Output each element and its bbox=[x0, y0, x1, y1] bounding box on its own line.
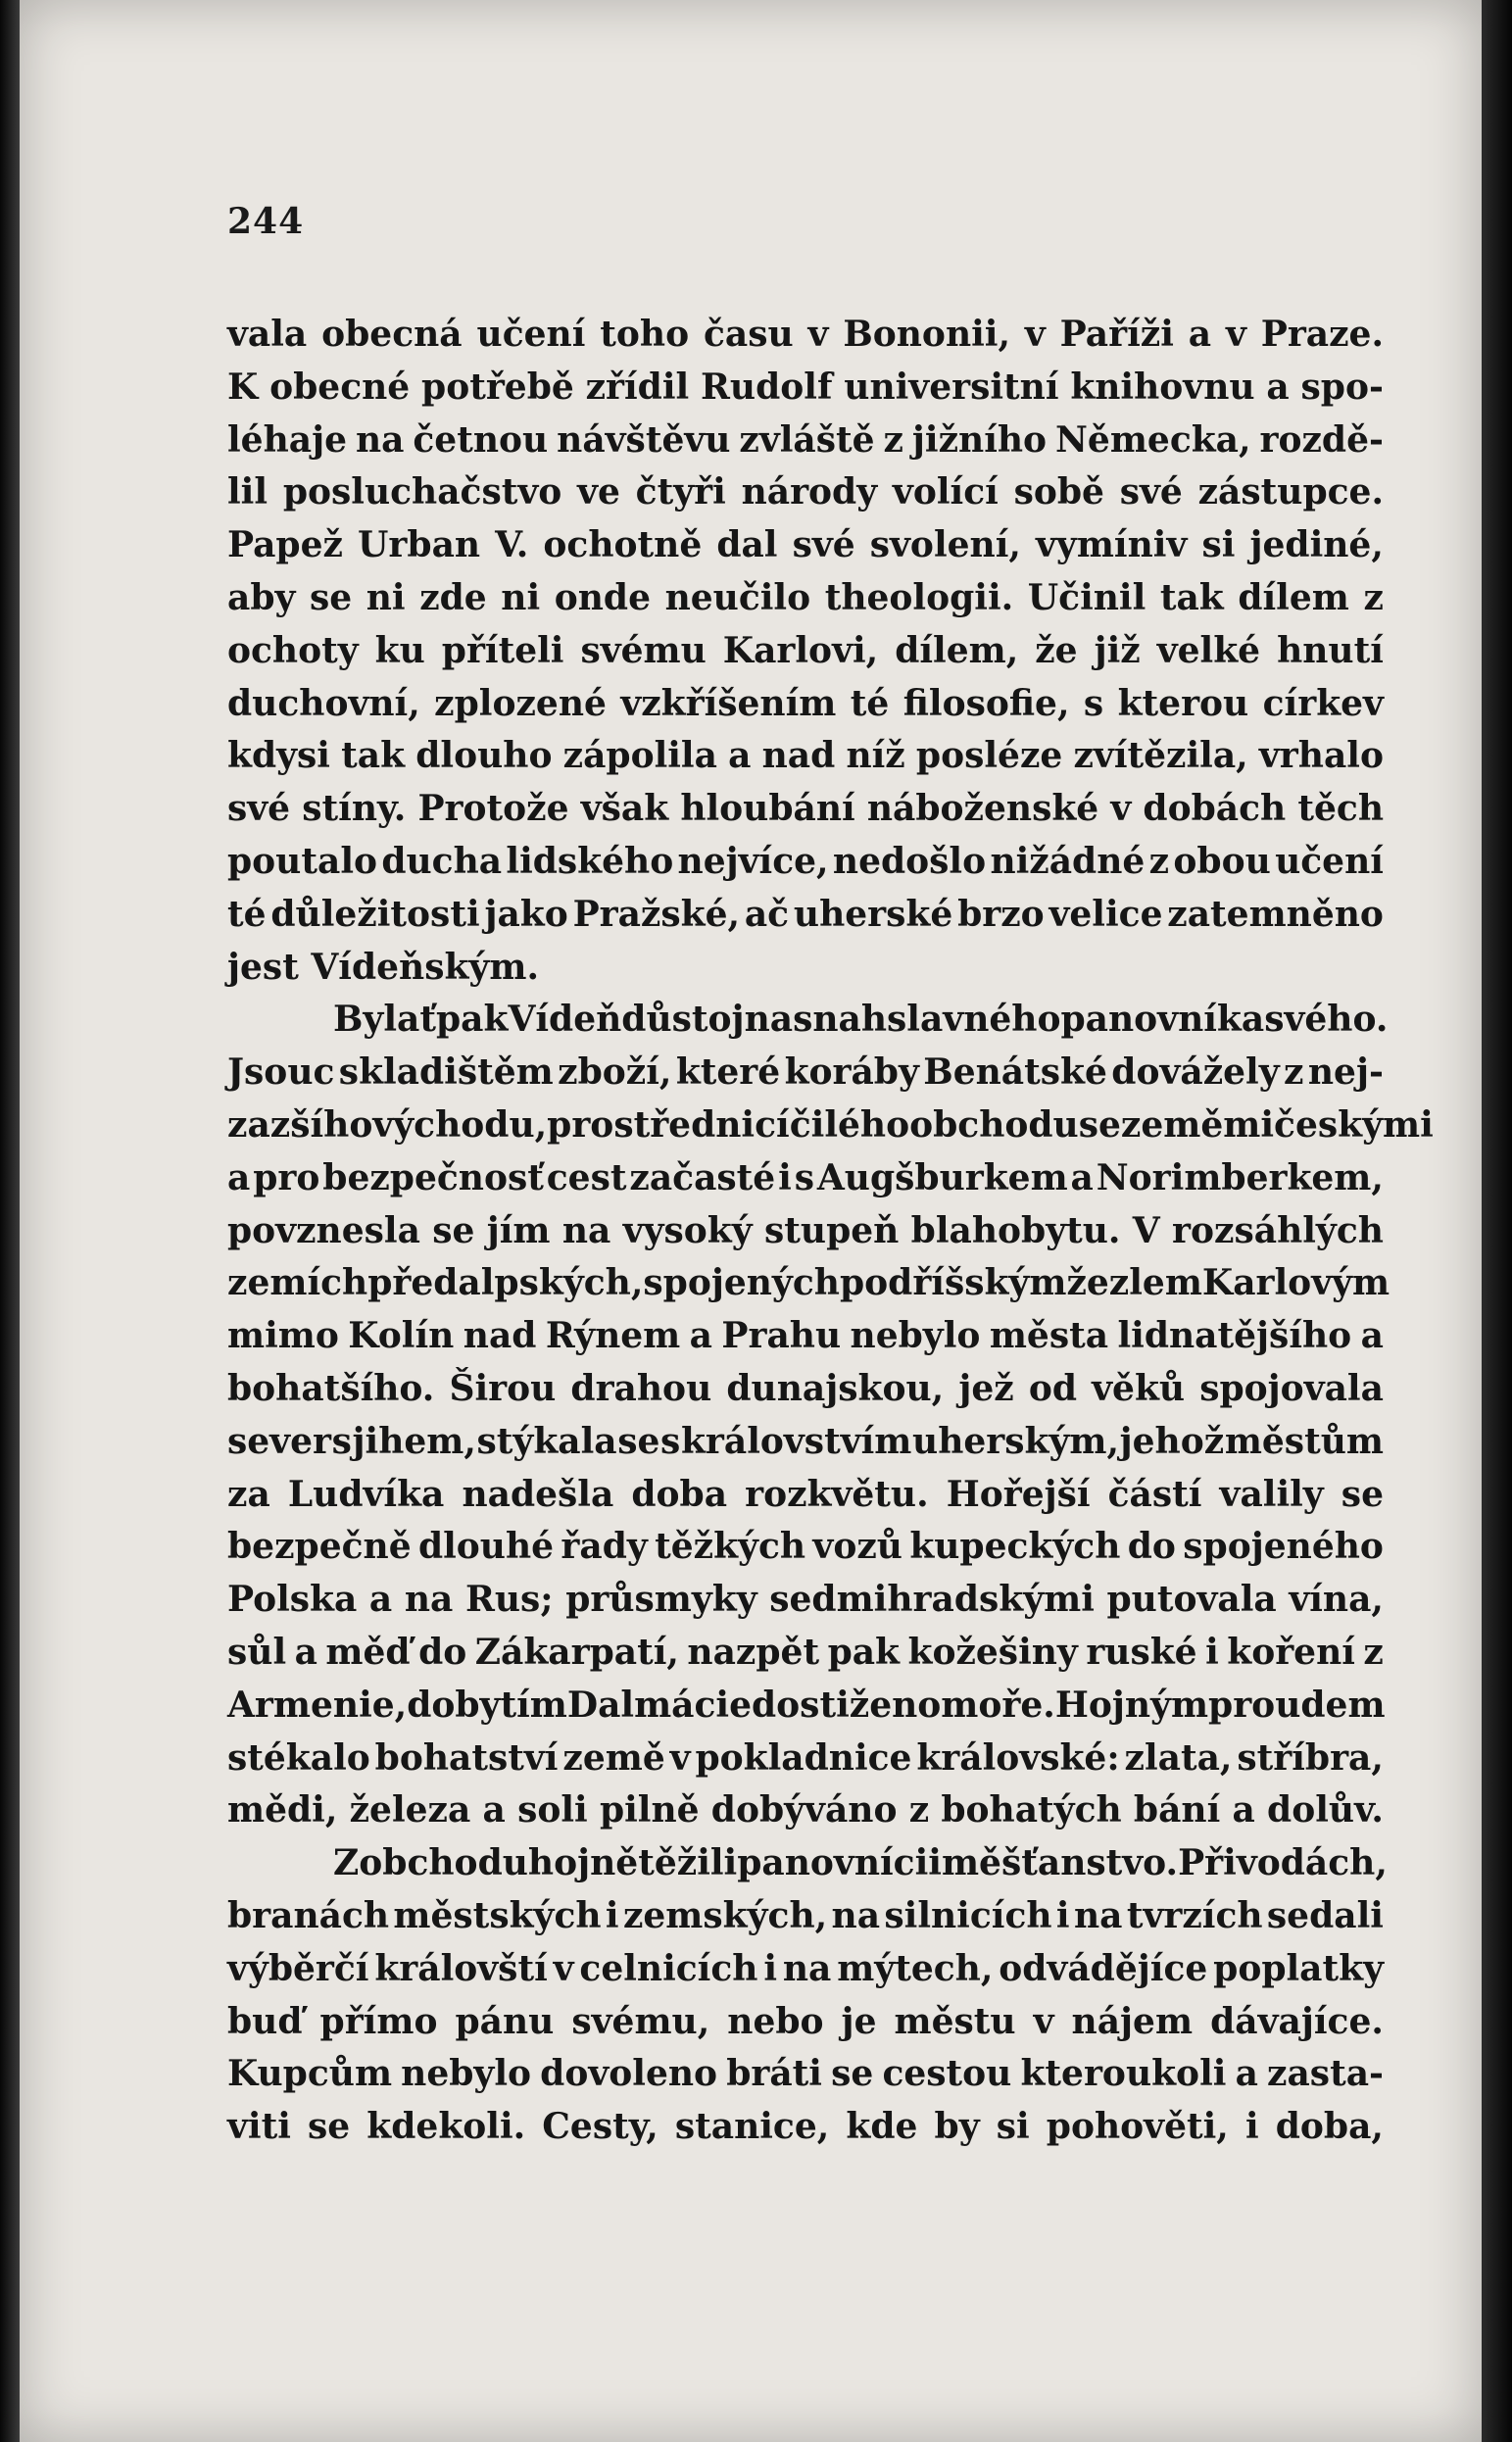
text-line: výběrčí královští v celnicích i na mýtech, odvádějíce poplatky bbox=[227, 1947, 1384, 1989]
text-line: ochoty ku příteli svému Karlovi, dílem, že již velké hnutí bbox=[227, 629, 1384, 671]
scan-right-edge bbox=[1482, 0, 1512, 2442]
text-line: buď přímo pánu svému, nebo je městu v nájem dávajíce. bbox=[227, 2000, 1384, 2042]
text-line: léhaje na četnou návštěvu zvláště z jižního Německa, rozdě- bbox=[227, 418, 1384, 461]
text-line: Polska a na Rus; průsmyky sedmihradskými putovala vína, bbox=[227, 1579, 1384, 1621]
text-line: zazšího východu, prostřednicí čilého obchodu se zeměmi českými bbox=[227, 1103, 1434, 1146]
text-line: viti se kdekoli. Cesty, stanice, kde by si pohověti, i doba, bbox=[227, 2106, 1384, 2148]
text-line: sever s jihem, stýkala se s královstvím uherským, jehož městům bbox=[227, 1420, 1384, 1462]
body-text bbox=[227, 309, 1434, 2154]
text-line: Kupcům nebylo dovoleno bráti se cestou kteroukoli a zasta- bbox=[227, 2053, 1384, 2095]
text-line: své stíny. Protože však hloubání náboženské v dobách těch bbox=[227, 788, 1384, 830]
page-number: 244 bbox=[227, 201, 305, 242]
text-line: zemích předalpských, spojených pod říšským žezlem Karlovým bbox=[227, 1262, 1390, 1304]
text-line: za Ludvíka nadešla doba rozkvětu. Hořejší částí valily se bbox=[227, 1473, 1384, 1515]
text-line: K obecné potřebě zřídil Rudolf universitní knihovnu a spo- bbox=[227, 366, 1384, 408]
book-page bbox=[20, 0, 1482, 2442]
scan-left-edge bbox=[0, 0, 20, 2442]
text-line: a pro bezpečnosť cest začasté i s Augšburkem a Norimberkem, bbox=[227, 1156, 1384, 1198]
text-line: Bylať pak Vídeň důstojna snah slavného panovníka svého. bbox=[333, 999, 1389, 1041]
text-line: vala obecná učení toho času v Bononii, v Paříži a v Praze. bbox=[227, 314, 1384, 355]
text-line: mimo Kolín nad Rýnem a Prahu nebylo města lidnatějšího a bbox=[227, 1315, 1384, 1357]
text-line: té důležitosti jako Pražské, ač uherské brzo velice zatemněno bbox=[227, 893, 1384, 935]
text-line: mědi, železa a soli pilně dobýváno z bohatých bání a dolův. bbox=[227, 1789, 1384, 1832]
text-line: poutalo ducha lidského nejvíce, nedošlo nižádné z obou učení bbox=[227, 840, 1384, 882]
text-line: sůl a měď do Zákarpatí, nazpět pak kožešiny ruské i koření z bbox=[227, 1631, 1384, 1673]
text-line: bezpečně dlouhé řady těžkých vozů kupeckých do spojeného bbox=[227, 1526, 1384, 1568]
text-line: povznesla se jím na vysoký stupeň blahobytu. V rozsáhlých bbox=[227, 1209, 1384, 1251]
text-line: kdysi tak dlouho zápolila a nad níž posléze zvítězila, vrhalo bbox=[227, 735, 1384, 777]
text-line: aby se ni zde ni onde neučilo theologii. Učinil tak dílem z bbox=[227, 576, 1384, 618]
text-line: branách městských i zemských, na silnicích i na tvrzích sedali bbox=[227, 1894, 1384, 1936]
text-line: Papež Urban V. ochotně dal své svolení, vymíniv si jediné, bbox=[227, 524, 1384, 566]
text-line: lil posluchačstvo ve čtyři národy volící sobě své zástupce. bbox=[227, 471, 1384, 513]
text-line: stékalo bohatství země v pokladnice královské: zlata, stříbra, bbox=[227, 1736, 1384, 1779]
text-line: jest Vídeňským. bbox=[227, 946, 539, 988]
text-line: Jsouc skladištěm zboží, které koráby Benátské dovážely z nej- bbox=[227, 1051, 1384, 1094]
text-line: Armenie, dobytím Dalmácie dostiženo moře. Hojným proudem bbox=[227, 1684, 1386, 1726]
text-line: Z obchodu hojně těžili panovníci i měšťanstvo. Při vodách, bbox=[333, 1842, 1388, 1884]
text-line: bohatšího. Širou drahou dunajskou, jež od věků spojovala bbox=[227, 1367, 1384, 1409]
text-line: duchovní, zplozené vzkříšením té filosofie, s kterou církev bbox=[227, 682, 1384, 724]
